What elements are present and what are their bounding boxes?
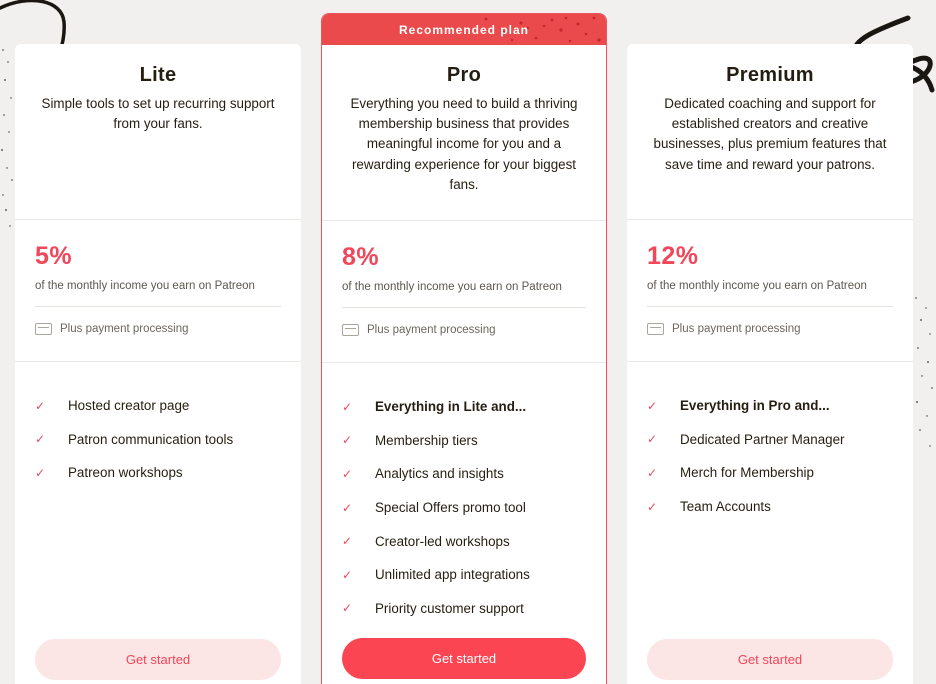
check-icon: ✓ <box>35 398 46 413</box>
check-icon: ✓ <box>342 466 353 481</box>
fee-percent: 8% <box>342 243 380 271</box>
check-icon: ✓ <box>342 534 353 549</box>
plan-card-pro <box>321 13 607 684</box>
fee-section <box>15 219 301 362</box>
check-icon: ✓ <box>35 432 46 447</box>
credit-card-icon <box>35 323 52 335</box>
feature-item: ✓ Special Offers promo tool <box>342 500 526 516</box>
feature-item: ✓ Team Accounts <box>647 499 771 515</box>
plan-title: Pro <box>446 64 482 86</box>
payment-processing-label: Plus payment processing <box>60 323 189 335</box>
feature-item: ✓ Everything in Lite and... <box>342 399 527 415</box>
feature-item: ✓ Hosted creator page <box>35 398 190 414</box>
feature-list <box>15 362 301 490</box>
check-icon: ✓ <box>342 399 353 414</box>
check-icon: ✓ <box>647 465 658 480</box>
feature-item: ✓ Merch for Membership <box>647 465 814 481</box>
plan-description: Simple tools to set up recurring support from your fans. <box>41 96 275 132</box>
get-started-button-pro[interactable]: Get started <box>342 638 586 679</box>
feature-item: ✓ Unlimited app integrations <box>342 567 530 583</box>
fee-percent: 12% <box>647 242 699 270</box>
fee-label: of the monthly income you earn on Patreon <box>35 280 255 292</box>
plan-description: Everything you need to build a thriving membership business that provides meaningful income for you and a rewarding experience for your biggest fans. <box>350 96 578 192</box>
plan-description: Dedicated coaching and support for established creators and creative businesses, plus premium features that save time and reward your patrons. <box>653 96 887 172</box>
plan-header <box>322 45 606 220</box>
feature-list <box>322 363 606 625</box>
feature-item: ✓ Everything in Pro and... <box>647 398 830 414</box>
payment-processing-note <box>647 306 893 335</box>
fee-label: of the monthly income you earn on Patreon <box>342 281 562 293</box>
credit-card-icon <box>342 324 359 336</box>
fee-label: of the monthly income you earn on Patreon <box>647 280 867 292</box>
check-icon: ✓ <box>342 433 353 448</box>
speckle-decoration-left <box>0 40 16 280</box>
plan-title: Lite <box>139 64 177 86</box>
payment-processing-label: Plus payment processing <box>367 324 496 336</box>
recommended-label: Recommended plan <box>398 23 530 37</box>
feature-item: ✓ Patron communication tools <box>35 431 234 447</box>
payment-processing-label: Plus payment processing <box>672 323 801 335</box>
get-started-button-lite[interactable]: Get started <box>35 639 281 680</box>
speckle-decoration-right <box>912 290 936 460</box>
get-started-button-premium[interactable]: Get started <box>647 639 893 680</box>
fee-percent: 5% <box>35 242 73 270</box>
feature-item: ✓ Analytics and insights <box>342 466 504 482</box>
check-icon: ✓ <box>342 500 353 515</box>
check-icon: ✓ <box>647 398 658 413</box>
check-icon: ✓ <box>35 465 46 480</box>
plan-card-premium <box>627 44 913 684</box>
check-icon: ✓ <box>647 432 658 447</box>
feature-item: ✓ Membership tiers <box>342 432 478 448</box>
feature-item: ✓ Priority customer support <box>342 600 524 616</box>
feature-item: ✓ Dedicated Partner Manager <box>647 431 845 447</box>
payment-processing-note <box>35 306 281 335</box>
plan-card-lite <box>15 44 301 684</box>
feature-item: ✓ Patreon workshops <box>35 465 183 481</box>
credit-card-icon <box>647 323 664 335</box>
plan-header <box>15 44 301 219</box>
fee-section <box>322 220 606 363</box>
check-icon: ✓ <box>342 601 353 616</box>
recommended-banner <box>322 14 606 45</box>
check-icon: ✓ <box>342 567 353 582</box>
plan-header <box>627 44 913 219</box>
fee-section <box>627 219 913 362</box>
feature-item: ✓ Creator-led workshops <box>342 533 510 549</box>
feature-list <box>627 362 913 523</box>
plan-title: Premium <box>726 64 814 86</box>
check-icon: ✓ <box>647 499 658 514</box>
payment-processing-note <box>342 307 586 336</box>
